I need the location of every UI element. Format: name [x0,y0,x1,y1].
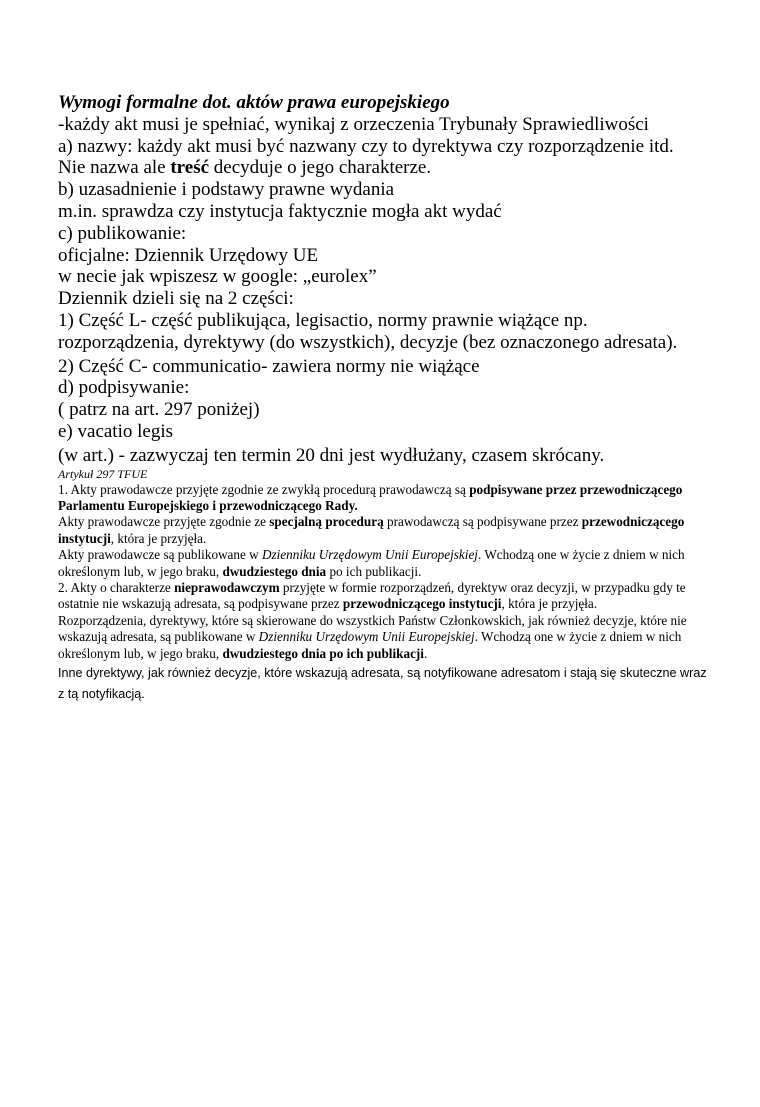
bold-text: treść [170,157,210,179]
bold-text: specjalną procedurą [269,514,384,530]
bold-text: przewodniczącego instytucji [342,596,502,612]
text-span: Nie nazwa ale [58,157,171,179]
bold-text: przewodniczącego instytucji [58,514,685,546]
italic-text: Dzienniku Urzędowym Unii Europejskiej [261,547,478,563]
text-line: d) podpisywanie: [58,377,190,399]
text-line: rozporządzenia, dyrektywy (do wszystkich), decyzje (bez oznaczonego adresata). [58,331,678,353]
text-line: 1) Część L- część publikująca, legisactio, normy prawnie wiążące np. [58,309,588,331]
text-span: Akty prawodawcze są publikowane w [58,547,262,563]
text-line: e) vacatio legis [58,420,174,442]
text-span: przyjęte w formie rozporządzeń, dyrektyw oraz decyzji, w przypadku gdy te ostatnie nie wskazują adresata, są podpisywane przez [58,579,686,612]
article-paragraph [58,514,708,547]
text-span: , która je przyjęła. [110,530,207,546]
text-line: a) nazwy: każdy akt musi być nazwany czy to dyrektywa czy rozporządzenie itd. [58,135,674,157]
italic-text: Dzienniku Urzędowym Unii Europejskiej [258,629,475,645]
text-line: w necie jak wpiszesz w google: „eurolex” [58,266,377,288]
bold-text: dwudziestego dnia [222,563,327,579]
text-line: c) publikowanie: [58,222,187,244]
document-page [58,92,708,704]
text-span: Rozporządzenia, dyrektywy, które są skierowane do wszystkich Państw Członkowskich, jak również decyzje, które nie wskazują adresata, są publikowane w [58,612,687,645]
text-span: 1. Akty prawodawcze przyjęte zgodnie ze zwykłą procedurą prawodawczą są [58,481,470,497]
text-line: 2) Część C- communicatio- zawiera normy nie wiążące [58,355,480,377]
bold-text: nieprawodawczym [174,579,280,595]
text-line: m.in. sprawdza czy instytucja faktycznie mogła akt wydać [58,200,502,222]
text-line [58,157,708,179]
text-span: po ich publikacji. [326,563,422,579]
article-paragraph: Inne dyrektywy, jak również decyzje, które wskazują adresata, są notyfikowane adresatom i stają się skuteczne wraz z tą notyfikacją. [58,666,707,701]
text-span: , która je przyjęła. [501,596,598,612]
text-span: 2. Akty o charakterze [58,579,175,595]
article-heading: Artykuł 297 TFUE [58,466,148,481]
text-line: oficjalne: Dziennik Urzędowy UE [58,244,319,266]
text-span: Akty prawodawcze przyjęte zgodnie ze [58,514,270,530]
article-paragraph [58,580,708,613]
text-line: ( patrz na art. 297 poniżej) [58,399,260,421]
text-line: -każdy akt musi je spełniać, wynikaj z orzeczenia Trybunały Sprawiedliwości [58,113,649,135]
bold-text: podpisywane przez przewodniczącego Parlamentu Europejskiego i przewodniczącego Rady. [58,481,683,513]
text-line: (w art.) - zazwyczaj ten termin 20 dni jest wydłużany, czasem skrócany. [58,444,605,466]
text-span: prawodawczą są podpisywane przez [383,514,582,530]
article-paragraph [58,547,708,580]
article-paragraph [58,613,708,662]
bold-text: dwudziestego dnia po ich publikacji [222,645,424,661]
document-title: Wymogi formalne dot. aktów prawa europejskiego [58,92,450,113]
text-line: b) uzasadnienie i podstawy prawne wydania [58,179,395,201]
text-span: . Wchodzą one w życie z dniem w nich określonym lub, w jego braku, [58,629,682,661]
text-span: . [423,645,428,661]
text-span: . Wchodzą one w życie z dniem w nich określonym lub, w jego braku, [58,547,685,579]
text-span: decyduje o jego charakterze. [209,157,432,179]
article-paragraph [58,482,708,515]
text-line: Dziennik dzieli się na 2 części: [58,288,294,310]
